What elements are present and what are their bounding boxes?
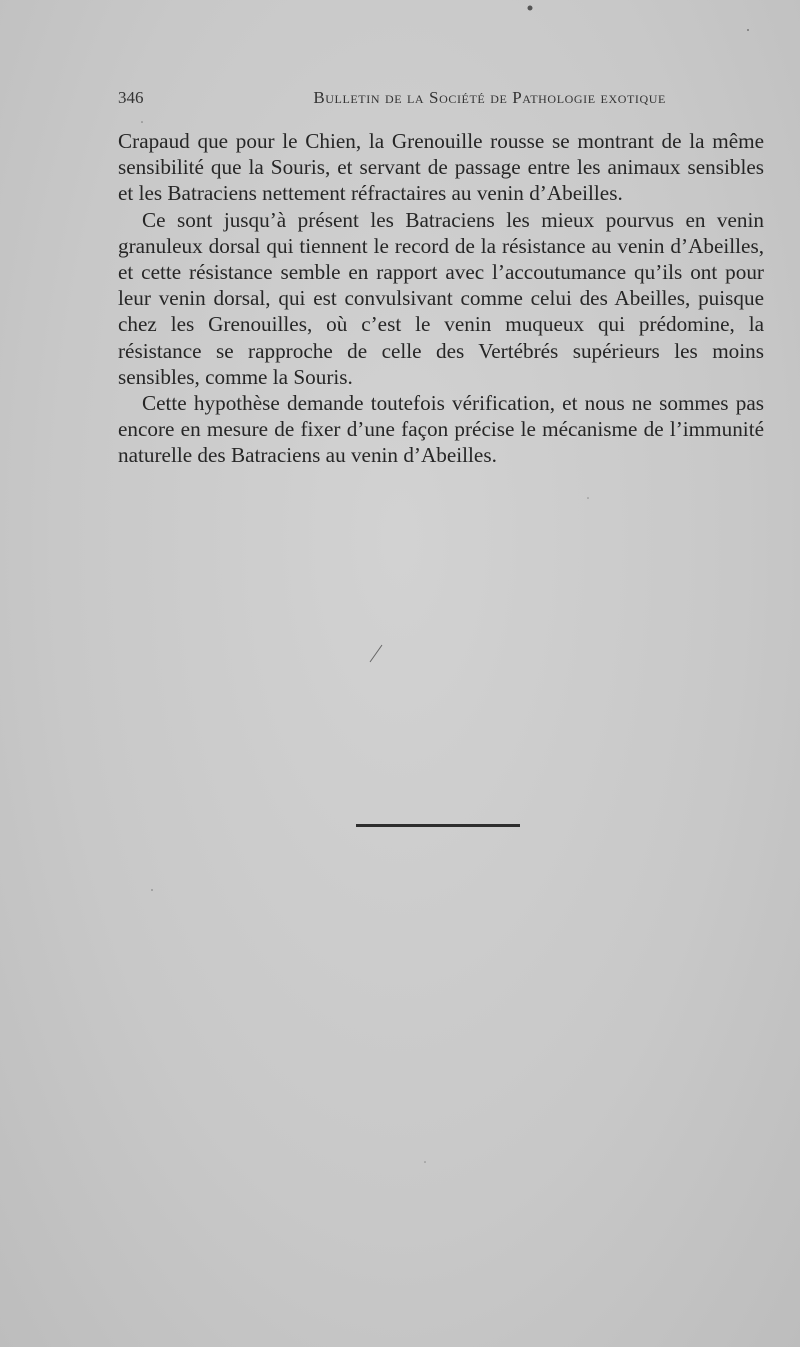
journal-title: Bulletin de la Société de Pathologie exotique	[313, 88, 666, 107]
paragraph: Ce sont jusqu’à présent les Batraciens les mieux pourvus en venin granuleux dorsal qui tiennent le record de la résistance au venin d’Abeilles, et cette résistance semble en rapport avec l’accoutumance qu’ils ont pour leur venin dorsal, qui est convulsivant comme celui des Abeilles, puisque chez les Grenouilles, où c’est le venin muqueux qui prédomine, la résistance se rapproche de celle des Vertébrés supérieurs les moins sensibles, comme la Souris.	[118, 207, 764, 389]
scratch	[370, 645, 382, 662]
speck	[528, 6, 533, 11]
speck	[141, 121, 143, 123]
running-head	[118, 88, 666, 112]
body-text	[118, 128, 764, 469]
section-end-rule	[356, 824, 520, 827]
speck	[424, 1161, 426, 1163]
speck	[151, 889, 153, 891]
speck	[587, 497, 589, 499]
paragraph-continuation: Crapaud que pour le Chien, la Grenouille rousse se montrant de la même sensibilité que la Souris, et servant de passage entre les animaux sensibles et les Batraciens nettement réfractaires au venin d’Abeilles.	[118, 129, 764, 206]
paragraph: Cette hypothèse demande toutefois vérification, et nous ne sommes pas encore en mesure de fixer d’une façon précise le mécanisme de l’immunité naturelle des Batraciens au venin d’Abeilles.	[118, 391, 764, 468]
speck	[747, 29, 749, 31]
page-number: 346	[118, 88, 144, 107]
